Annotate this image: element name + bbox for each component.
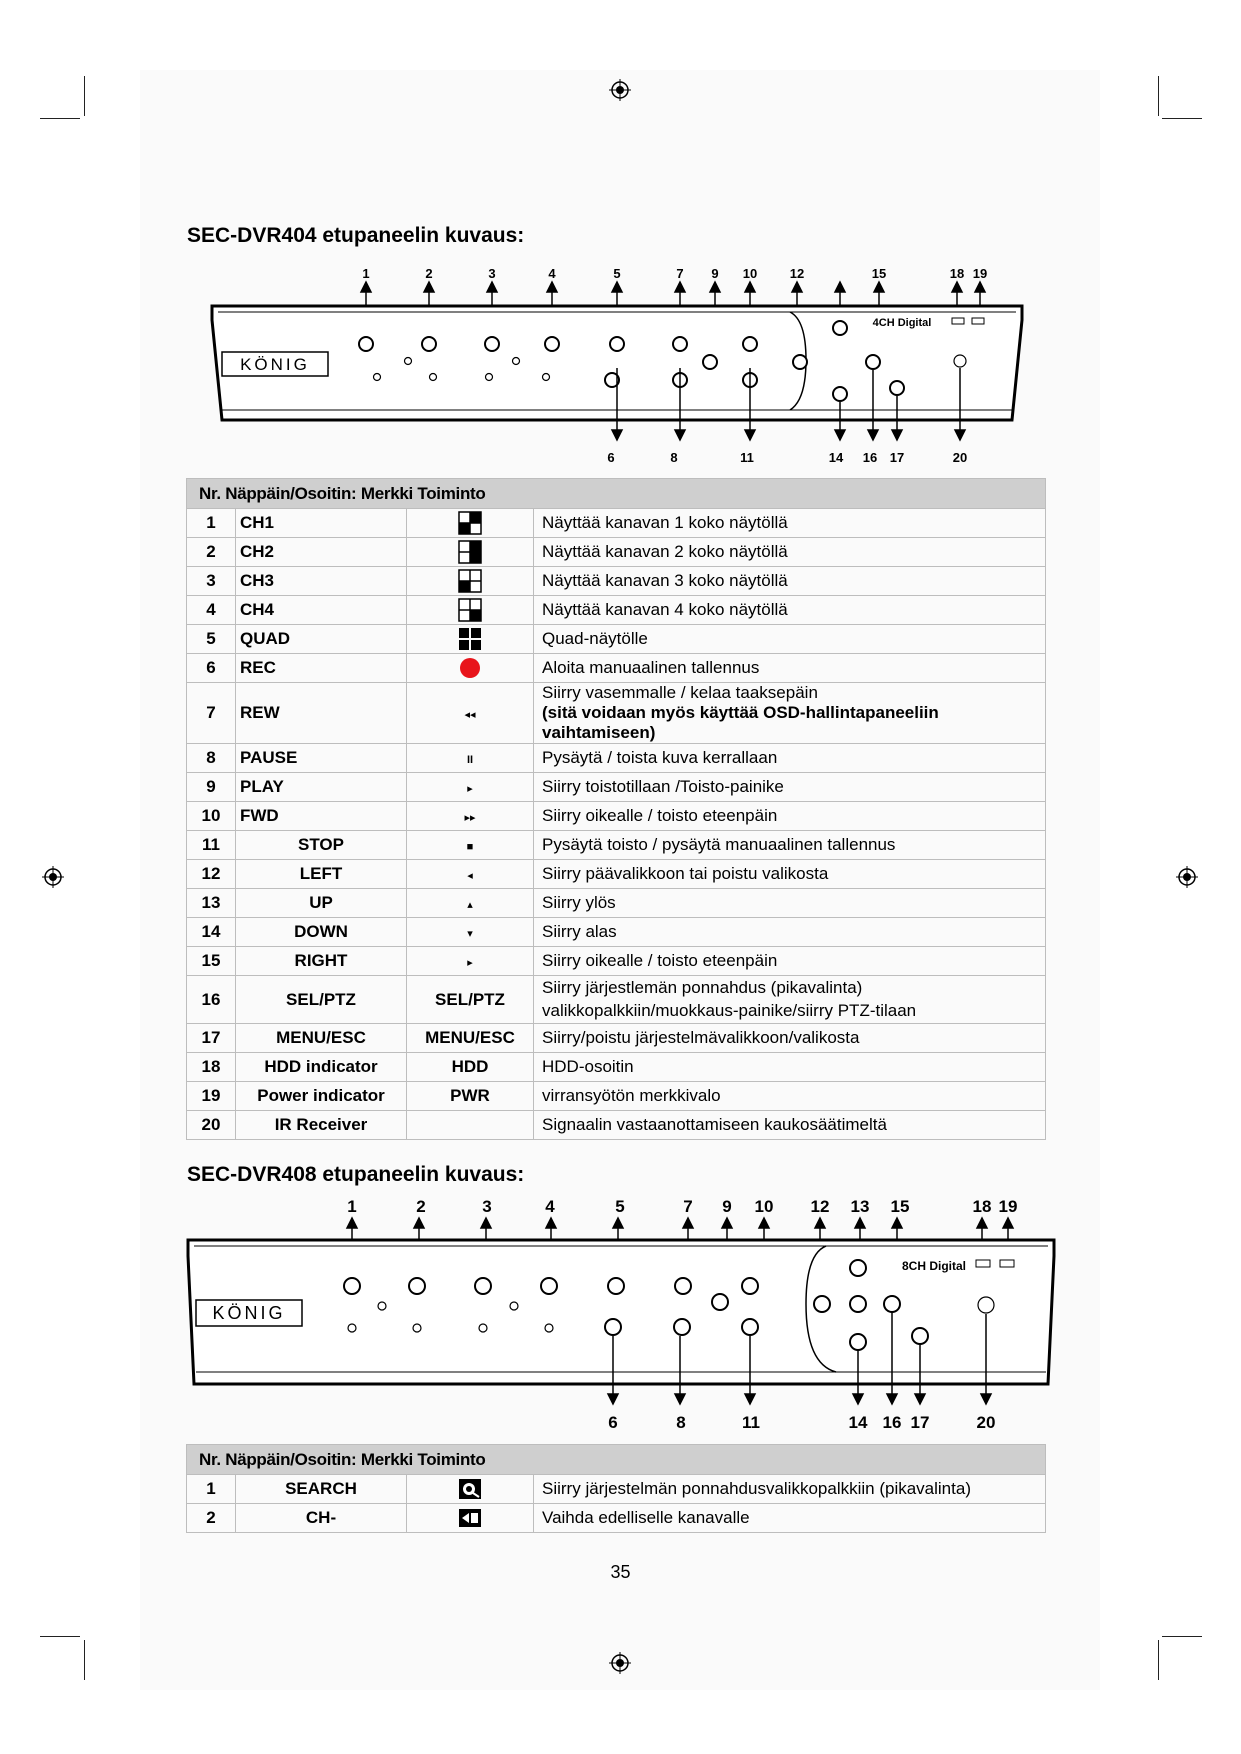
row-function-text: Siirry päävalikkoon tai poistu valikosta xyxy=(542,864,829,883)
row-function xyxy=(534,976,1046,1024)
row-function-text: Siirry vasemmalle / kelaa taaksepäin xyxy=(542,683,818,702)
row-key: Power indicator xyxy=(236,1082,407,1111)
row-function xyxy=(534,1053,1046,1082)
row-number: 1 xyxy=(187,509,236,538)
rec-dot-icon xyxy=(458,656,482,680)
row-function xyxy=(534,773,1046,802)
dvr404-key-table xyxy=(186,478,1046,1140)
callout-number: 8 xyxy=(676,1413,686,1432)
row-key: MENU/ESC xyxy=(236,1024,407,1053)
row-function-text: valikkopalkkiin/muokkaus-painike/siirry PTZ-tilaan xyxy=(542,1001,917,1020)
row-number: 11 xyxy=(187,831,236,860)
row-key: CH2 xyxy=(236,538,407,567)
row-symbol xyxy=(407,567,534,596)
callout-number: 20 xyxy=(952,450,968,465)
callout-number: 5 xyxy=(613,266,621,281)
model-label: 8CH Digital xyxy=(901,1259,967,1273)
row-function-text: Quad-näytölle xyxy=(542,629,648,648)
row-symbol xyxy=(407,744,534,773)
row-function xyxy=(534,654,1046,683)
row-number: 14 xyxy=(187,918,236,947)
row-symbol xyxy=(407,976,534,1024)
row-symbol xyxy=(407,918,534,947)
row-function xyxy=(534,1504,1046,1533)
table-row xyxy=(187,538,1046,567)
row-symbol xyxy=(407,538,534,567)
row-number: 2 xyxy=(187,1504,236,1533)
callout-number: 3 xyxy=(488,266,496,281)
table-row xyxy=(187,744,1046,773)
row-function-text: Signaalin vastaanottamiseen kaukosäätimeltä xyxy=(542,1115,887,1134)
callout-number: 18 xyxy=(949,266,965,281)
row-function-text: Siirry/poistu järjestelmävalikkoon/valikosta xyxy=(542,1028,860,1047)
row-key: CH4 xyxy=(236,596,407,625)
search-symbol-icon xyxy=(458,1477,482,1501)
row-function xyxy=(534,1475,1046,1504)
row-number: 10 xyxy=(187,802,236,831)
callout-number: 11 xyxy=(740,450,754,465)
header-nr: Nr. xyxy=(199,483,221,503)
row-number: 18 xyxy=(187,1053,236,1082)
ch3-grid-icon xyxy=(458,569,482,593)
callout-number: 13 xyxy=(850,1197,870,1216)
row-symbol-text: ◂ xyxy=(467,870,473,882)
header-key: Näppäin/Osoitin: xyxy=(225,1449,357,1469)
row-function-text: Siirry ylös xyxy=(542,893,616,912)
callout-number: 8 xyxy=(670,450,678,465)
row-symbol-text: PWR xyxy=(450,1086,490,1105)
row-symbol xyxy=(407,625,534,654)
row-number: 13 xyxy=(187,889,236,918)
row-function xyxy=(534,567,1046,596)
header-function: Toiminto xyxy=(417,483,486,503)
row-function xyxy=(534,744,1046,773)
row-key: CH- xyxy=(236,1504,407,1533)
brand-logo: KÖNIG xyxy=(240,355,310,374)
crop-mark xyxy=(84,1640,85,1680)
row-symbol xyxy=(407,1024,534,1053)
table-row xyxy=(187,683,1046,744)
row-number: 16 xyxy=(187,976,236,1024)
row-key: HDD indicator xyxy=(236,1053,407,1082)
row-symbol xyxy=(407,773,534,802)
callout-number: 3 xyxy=(482,1197,492,1216)
row-function-text: Näyttää kanavan 2 koko näytöllä xyxy=(542,542,788,561)
row-number: 6 xyxy=(187,654,236,683)
crop-mark xyxy=(1162,118,1202,119)
table-row xyxy=(187,947,1046,976)
callout-number: 1 xyxy=(347,1197,357,1216)
row-key: FWD xyxy=(236,802,407,831)
row-key: REC xyxy=(236,654,407,683)
row-function xyxy=(534,918,1046,947)
row-function xyxy=(534,1111,1046,1140)
row-symbol xyxy=(407,1082,534,1111)
header-key: Näppäin/Osoitin: xyxy=(225,483,357,503)
row-symbol-text: ▸ xyxy=(467,957,473,969)
row-key: REW xyxy=(236,683,407,744)
callout-number: 19 xyxy=(972,266,988,281)
row-number: 19 xyxy=(187,1082,236,1111)
row-number: 8 xyxy=(187,744,236,773)
callout-number: 12 xyxy=(810,1197,830,1216)
row-key: QUAD xyxy=(236,625,407,654)
callout-number: 15 xyxy=(890,1197,910,1216)
registration-mark-icon xyxy=(609,1652,631,1674)
row-symbol-text: MENU/ESC xyxy=(425,1028,515,1047)
callout-number: 9 xyxy=(711,266,719,281)
crop-mark xyxy=(1162,1636,1202,1637)
row-number: 7 xyxy=(187,683,236,744)
row-key: LEFT xyxy=(236,860,407,889)
callout-number: 11 xyxy=(742,1413,760,1432)
crop-mark xyxy=(84,76,85,116)
row-number: 3 xyxy=(187,567,236,596)
row-key: RIGHT xyxy=(236,947,407,976)
crop-mark xyxy=(40,118,80,119)
row-symbol-text: ◂◂ xyxy=(464,709,476,721)
row-key: CH1 xyxy=(236,509,407,538)
registration-mark-icon xyxy=(42,866,64,888)
row-function-text: Siirry oikealle / toisto eteenpäin xyxy=(542,951,778,970)
row-function xyxy=(534,802,1046,831)
row-number: 12 xyxy=(187,860,236,889)
row-function-text: Siirry toistotillaan /Toisto-painike xyxy=(542,777,784,796)
row-function-text: Näyttää kanavan 3 koko näytöllä xyxy=(542,571,788,590)
row-function xyxy=(534,625,1046,654)
row-function-text: Näyttää kanavan 1 koko näytöllä xyxy=(542,513,788,532)
row-symbol xyxy=(407,683,534,744)
row-number: 5 xyxy=(187,625,236,654)
row-symbol-text: HDD xyxy=(451,1057,489,1076)
row-number: 4 xyxy=(187,596,236,625)
table-header-row xyxy=(187,479,1046,509)
row-function xyxy=(534,596,1046,625)
row-number: 20 xyxy=(187,1111,236,1140)
table-row xyxy=(187,773,1046,802)
page-number: 35 xyxy=(610,1562,631,1582)
row-symbol xyxy=(407,947,534,976)
table-row xyxy=(187,1024,1046,1053)
row-symbol xyxy=(407,509,534,538)
ch-minus-symbol-icon xyxy=(458,1506,482,1530)
table-row xyxy=(187,567,1046,596)
brand-logo: KÖNIG xyxy=(212,1303,286,1323)
header-symbol: Merkki xyxy=(360,483,413,503)
model-label: 4CH Digital xyxy=(872,317,932,329)
row-function xyxy=(534,947,1046,976)
callout-number: 7 xyxy=(683,1197,693,1216)
row-function-text: Pysäytä / toista kuva kerrallaan xyxy=(542,748,778,767)
row-function xyxy=(534,683,1046,744)
row-key: CH3 xyxy=(236,567,407,596)
row-function xyxy=(534,860,1046,889)
ch1-grid-icon xyxy=(458,511,482,535)
row-key: PAUSE xyxy=(236,744,407,773)
row-key: IR Receiver xyxy=(236,1111,407,1140)
callout-number: 4 xyxy=(548,266,556,281)
row-key: UP xyxy=(236,889,407,918)
table-row xyxy=(187,596,1046,625)
row-number: 17 xyxy=(187,1024,236,1053)
row-key: DOWN xyxy=(236,918,407,947)
callout-number: 20 xyxy=(976,1413,996,1432)
row-key: PLAY xyxy=(236,773,407,802)
row-symbol xyxy=(407,802,534,831)
row-function xyxy=(534,509,1046,538)
row-function-text: Aloita manuaalinen tallennus xyxy=(542,658,760,677)
table-row xyxy=(187,831,1046,860)
callout-number: 1 xyxy=(362,266,370,281)
table-row xyxy=(187,1475,1046,1504)
table-row xyxy=(187,1111,1046,1140)
dvr408-front-panel-diagram xyxy=(186,1194,1066,1442)
row-symbol xyxy=(407,831,534,860)
section-title-dvr408: SEC-DVR408 etupaneelin kuvaus: xyxy=(187,1163,525,1186)
ch4-grid-icon xyxy=(458,598,482,622)
table-row xyxy=(187,509,1046,538)
registration-mark-icon xyxy=(609,79,631,101)
row-function-text: Vaihda edelliselle kanavalle xyxy=(542,1508,750,1527)
callout-number: 6 xyxy=(607,450,615,465)
callout-number: 15 xyxy=(871,266,887,281)
row-number: 9 xyxy=(187,773,236,802)
row-function-text: Siirry järjestlemän ponnahdus (pikavalinta) xyxy=(542,978,863,997)
table-row xyxy=(187,625,1046,654)
table-row xyxy=(187,1053,1046,1082)
row-function xyxy=(534,1024,1046,1053)
ch2-grid-icon xyxy=(458,540,482,564)
table-row xyxy=(187,1082,1046,1111)
dvr408-key-table xyxy=(186,1444,1046,1533)
row-symbol-text: ■ xyxy=(466,841,474,853)
quad-icon xyxy=(458,627,482,651)
callout-number: 2 xyxy=(416,1197,426,1216)
header-nr: Nr. xyxy=(199,1449,221,1469)
table-row xyxy=(187,889,1046,918)
callout-number: 12 xyxy=(789,266,805,281)
row-function xyxy=(534,831,1046,860)
row-symbol xyxy=(407,1111,534,1140)
row-function-text: Siirry järjestelmän ponnahdusvalikkopalkkiin (pikavalinta) xyxy=(542,1479,971,1498)
row-key: SEARCH xyxy=(236,1475,407,1504)
header-function: Toiminto xyxy=(417,1449,486,1469)
section-title-dvr404: SEC-DVR404 etupaneelin kuvaus: xyxy=(187,224,525,247)
row-key: SEL/PTZ xyxy=(236,976,407,1024)
crop-mark xyxy=(1158,1640,1159,1680)
callout-number: 16 xyxy=(862,450,878,465)
row-function-note: (sitä voidaan myös käyttää OSD-hallintapaneeliin vaihtamiseen) xyxy=(542,703,939,742)
row-function xyxy=(534,889,1046,918)
row-function-text: virransyötön merkkivalo xyxy=(542,1086,721,1105)
row-key: STOP xyxy=(236,831,407,860)
row-symbol-text: ▴ xyxy=(467,899,473,911)
crop-mark xyxy=(40,1636,80,1637)
registration-mark-icon xyxy=(1176,866,1198,888)
callout-number: 14 xyxy=(848,1413,868,1432)
table-row xyxy=(187,860,1046,889)
callout-number: 19 xyxy=(998,1197,1018,1216)
row-symbol xyxy=(407,860,534,889)
row-number: 1 xyxy=(187,1475,236,1504)
row-symbol xyxy=(407,1475,534,1504)
table-header-row xyxy=(187,1445,1046,1475)
crop-mark xyxy=(1158,76,1159,116)
row-symbol xyxy=(407,654,534,683)
row-number: 15 xyxy=(187,947,236,976)
table-row xyxy=(187,1504,1046,1533)
callout-number: 9 xyxy=(722,1197,732,1216)
row-function-text: Siirry alas xyxy=(542,922,617,941)
row-function-text: HDD-osoitin xyxy=(542,1057,634,1076)
callout-number: 4 xyxy=(545,1197,555,1216)
row-symbol xyxy=(407,889,534,918)
callout-number: 17 xyxy=(910,1413,930,1432)
callout-number: 17 xyxy=(889,450,905,465)
callout-number: 6 xyxy=(608,1413,618,1432)
callout-number: 18 xyxy=(972,1197,992,1216)
callout-number: 14 xyxy=(828,450,844,465)
row-symbol xyxy=(407,596,534,625)
row-symbol xyxy=(407,1053,534,1082)
row-function-text: Pysäytä toisto / pysäytä manuaalinen tallennus xyxy=(542,835,896,854)
header-symbol: Merkki xyxy=(360,1449,413,1469)
row-function xyxy=(534,538,1046,567)
row-symbol-text: II xyxy=(466,754,474,766)
callout-number: 10 xyxy=(754,1197,774,1216)
row-number: 2 xyxy=(187,538,236,567)
callout-number: 16 xyxy=(882,1413,902,1432)
row-function xyxy=(534,1082,1046,1111)
callout-number: 7 xyxy=(676,266,684,281)
table-row xyxy=(187,918,1046,947)
row-symbol xyxy=(407,1504,534,1533)
row-symbol-text: ▾ xyxy=(467,928,473,940)
table-row xyxy=(187,976,1046,1024)
row-symbol-text: ▸▸ xyxy=(464,812,476,824)
table-row xyxy=(187,802,1046,831)
callout-number: 2 xyxy=(425,266,433,281)
callout-number: 5 xyxy=(615,1197,625,1216)
row-function-text: Näyttää kanavan 4 koko näytöllä xyxy=(542,600,788,619)
dvr404-front-panel-diagram xyxy=(200,260,1040,470)
row-function-text: Siirry oikealle / toisto eteenpäin xyxy=(542,806,778,825)
row-symbol-text: SEL/PTZ xyxy=(435,989,505,1009)
callout-number: 10 xyxy=(742,266,758,281)
table-row xyxy=(187,654,1046,683)
row-symbol-text: ▸ xyxy=(467,783,473,795)
